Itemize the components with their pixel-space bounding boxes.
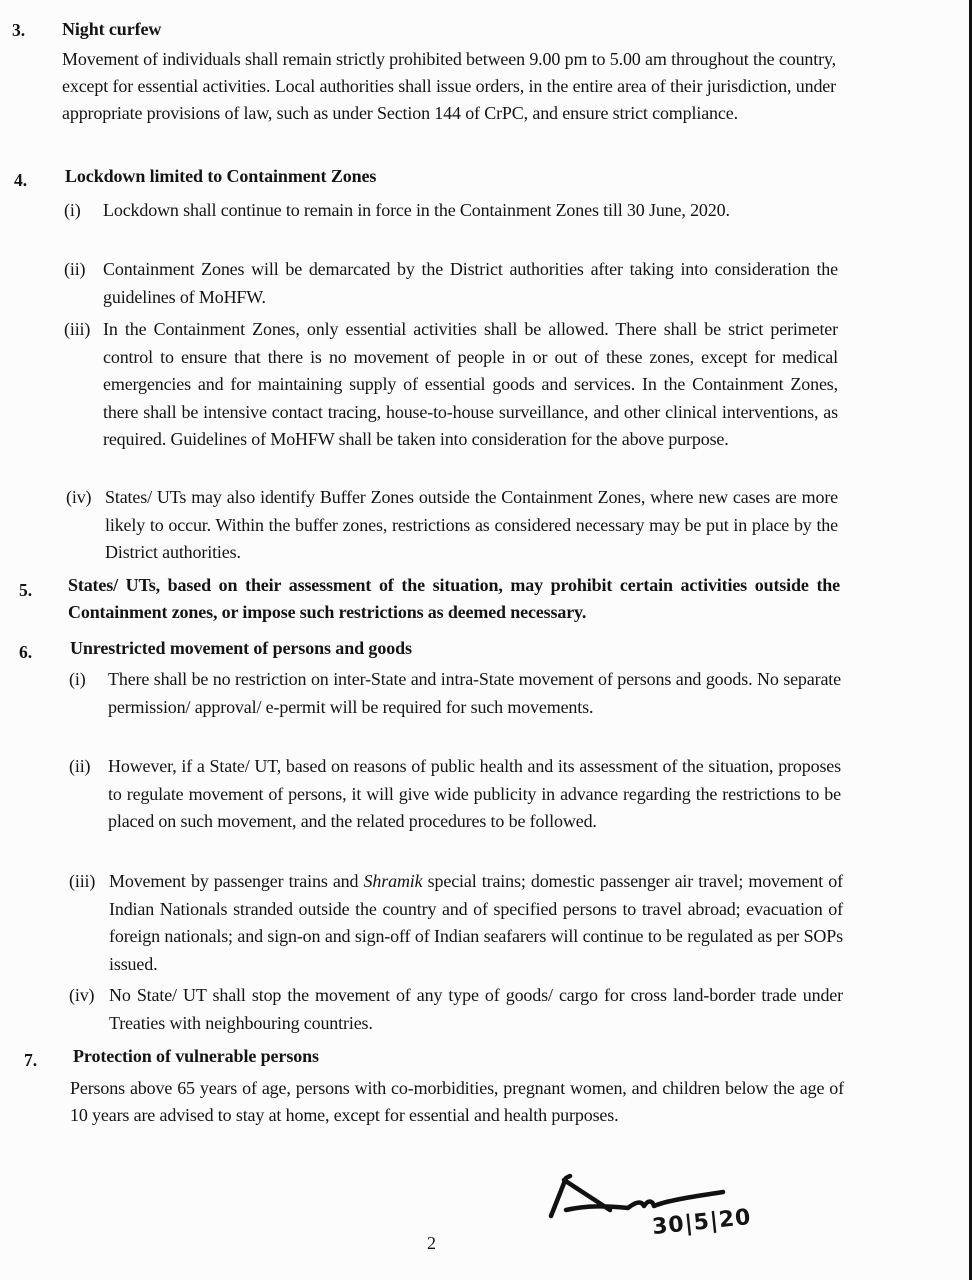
item-label: (ii) [69, 756, 91, 776]
item-label: (ii) [64, 259, 86, 279]
item-label: (i) [69, 669, 86, 689]
section-number: 5. [19, 580, 33, 600]
list-item [64, 256, 838, 311]
item-text-italic: Shramik [363, 871, 423, 891]
list-item [69, 666, 841, 721]
section-heading: Unrestricted movement of persons and goods [70, 638, 412, 658]
item-label: (i) [64, 200, 81, 220]
section-body: Persons above 65 years of age, persons with co-morbidities, pregnant women, and children below the age of 10 years are advised to stay at home, except for essential and health purposes. [70, 1078, 844, 1125]
section-heading: Lockdown limited to Containment Zones [65, 166, 377, 186]
item-text: There shall be no restriction on inter-State and intra-State movement of persons and goods. No separate permission/ approval/ e-permit will be required for such movements. [108, 669, 841, 717]
item-text-before: Movement by passenger trains and [109, 871, 364, 891]
section-number: 6. [19, 642, 33, 662]
section-number: 4. [14, 170, 28, 190]
list-item [66, 484, 838, 567]
item-label: (iii) [69, 871, 96, 891]
list-item [69, 868, 843, 978]
list-item [64, 316, 838, 454]
section-number: 3. [12, 20, 26, 40]
list-item [64, 197, 838, 225]
item-text: However, if a State/ UT, based on reasons of public health and its assessment of the situation, proposes to regulate movement of persons, it will give wide publicity in advance regarding the restrictions to be placed on such movement, and the related procedures to be followed. [108, 756, 841, 831]
list-item [69, 753, 841, 836]
item-text: No State/ UT shall stop the movement of any type of goods/ cargo for cross land-border trade under Treaties with neighbouring countries. [109, 985, 843, 1033]
item-text: Containment Zones will be demarcated by the District authorities after taking into consideration the guidelines of MoHFW. [103, 259, 838, 307]
page-number: 2 [427, 1233, 436, 1253]
section-body: States/ UTs, based on their assessment of the situation, may prohibit certain activities outside the Containment zones, or impose such restrictions as deemed necessary. [68, 575, 840, 622]
section-heading: Protection of vulnerable persons [73, 1046, 319, 1066]
section-number: 7. [24, 1050, 38, 1070]
section-body: Movement of individuals shall remain strictly prohibited between 9.00 pm to 5.00 am throughout the country, except for essential activities. Local authorities shall issue orders, in the entire area of their jurisdiction, under appropriate provisions of law, such as under Section 144 of CrPC, and ensure strict compliance. [62, 49, 836, 123]
signature-date: 30|5|20 [650, 1204, 753, 1241]
item-label: (iii) [64, 319, 91, 339]
item-label: (iv) [69, 985, 95, 1005]
item-text [69, 868, 843, 978]
item-text: In the Containment Zones, only essential activities shall be allowed. There shall be strict perimeter control to ensure that there is no movement of people in or out of these zones, except for medical emergencies and for maintaining supply of essential goods and services. In the Containment Zones, there shall be intensive contact tracing, house-to-house surveillance, and other clinical interventions, as required. Guidelines of MoHFW shall be taken into consideration for the above purpose. [103, 319, 838, 449]
item-text: Lockdown shall continue to remain in force in the Containment Zones till 30 June, 2020. [103, 200, 730, 220]
section-heading: Night curfew [62, 19, 162, 39]
item-text-after: special trains; domestic passenger air travel; movement of Indian Nationals stranded outside the country and of specified persons to travel abroad; evacuation of foreign nationals; and sign-on and sign-off of Indian seafarers will continue to be regulated as per SOPs issued. [109, 871, 843, 974]
list-item [69, 982, 843, 1037]
item-text: States/ UTs may also identify Buffer Zones outside the Containment Zones, where new cases are more likely to occur. Within the buffer zones, restrictions as considered necessary may be put in place by the District authorities. [105, 487, 838, 562]
item-label: (iv) [66, 487, 92, 507]
